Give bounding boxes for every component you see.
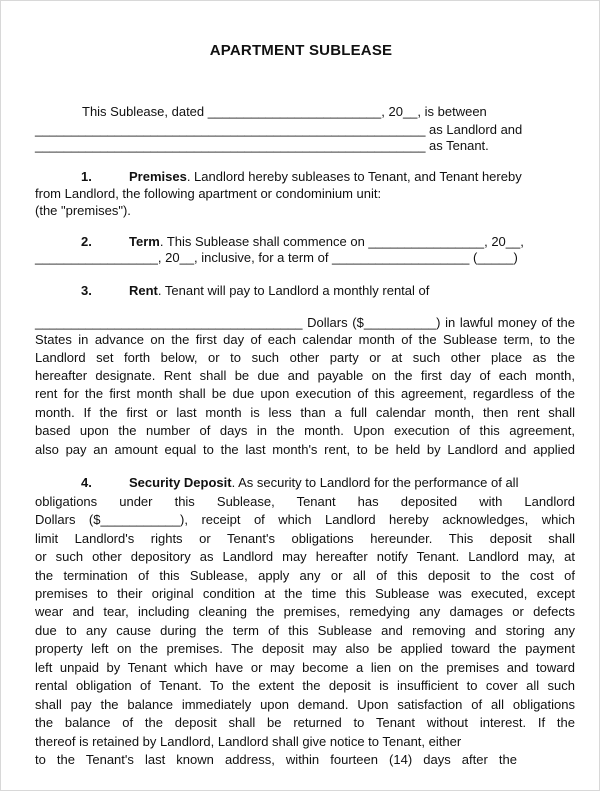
section-line: or such other depository as Landlord may hereafter notify Tenant. Landlord may, at [35, 549, 575, 564]
section-line: due to any cause during the term of this Sublease and removing and storing any [35, 623, 575, 638]
section-text: . This Sublease shall commence on ________________, 20__, [159, 234, 524, 249]
section-line: obligations under this Sublease, Tenant has deposited with Landlord [35, 494, 575, 509]
section-text: . Tenant will pay to Landlord a monthly rental of [157, 283, 430, 298]
section-number: 1. [81, 169, 92, 184]
intro-line: ______________________________________________________ as Landlord and [35, 122, 523, 137]
section-line: from Landlord, the following apartment or condominium unit: [35, 186, 382, 201]
section-line: month. If the first or last month is less than a full calendar month, then rent shall [35, 405, 575, 420]
section-line: thereof is retained by Landlord, Landlord shall give notice to Tenant, either [35, 734, 462, 749]
section-line: rent for the first month shall be due upon execution of this agreement, regardless of the [35, 386, 575, 401]
section-heading: Rent [129, 283, 158, 298]
section-number: 4. [81, 475, 92, 490]
section-3-heading-line [35, 282, 575, 300]
section-line: Landlord set forth below, or to such other party or at such other place as the [35, 350, 575, 365]
section-line: limit Landlord's rights or Tenant's obligations hereunder. This deposit shall [35, 531, 575, 546]
section-line: rental obligation of Tenant. To the extent the deposit is insufficient to cover all such [35, 678, 575, 693]
intro-line: This Sublease, dated ________________________, 20__, is between [82, 104, 487, 119]
section-line: also pay an amount equal to the last month's rent, to be held by Landlord and applied [35, 442, 575, 457]
document-title: APARTMENT SUBLEASE [209, 42, 393, 59]
section-line: wear and tear, including cleaning the premises, remedying any damages or defects [35, 604, 575, 619]
section-line: to the Tenant's last known address, within fourteen (14) days after the [35, 752, 517, 767]
intro-line: ______________________________________________________ as Tenant. [35, 138, 489, 153]
section-line: left unpaid by Tenant which have or may become a lien on the premises and toward [35, 660, 575, 675]
section-text: . As security to Landlord for the performance of all [231, 475, 519, 490]
section-text: . Landlord hereby subleases to Tenant, and Tenant hereby [186, 169, 522, 184]
section-line: the termination of this Sublease, apply any or all of this deposit to the cost of [35, 568, 575, 583]
section-heading: Term [129, 234, 160, 249]
section-line: premises to their original condition at the time this Sublease was executed, except [35, 586, 575, 601]
section-line: based upon the number of days in the month. Upon execution of this agreement, [35, 423, 575, 438]
section-4-heading-line [35, 474, 575, 492]
section-heading: Premises [129, 169, 187, 184]
section-line: property left on the premises. The deposit may also be applied toward the payment [35, 641, 575, 656]
section-line: _____________________________________ Dollars ($__________) in lawful money of the [35, 315, 575, 330]
section-line: (the "premises"). [35, 203, 131, 218]
section-line: the balance of the deposit shall be returned to Tenant without interest. If the [35, 715, 575, 730]
section-number: 2. [81, 234, 92, 249]
section-line: hereafter designate. Rent shall be due and payable on the first day of each month, [35, 368, 575, 383]
section-line: shall pay the balance immediately upon demand. Upon satisfaction of all obligations [35, 697, 575, 712]
section-1-heading-line [35, 168, 575, 186]
section-number: 3. [81, 283, 92, 298]
section-line: Dollars ($___________), receipt of which Landlord hereby acknowledges, which [35, 512, 575, 527]
section-line: _________________, 20__, inclusive, for a term of ___________________ (_____) [35, 250, 518, 265]
section-heading: Security Deposit [129, 475, 232, 490]
section-line: States in advance on the first day of each calendar month of the Sublease term, to the [35, 332, 575, 347]
